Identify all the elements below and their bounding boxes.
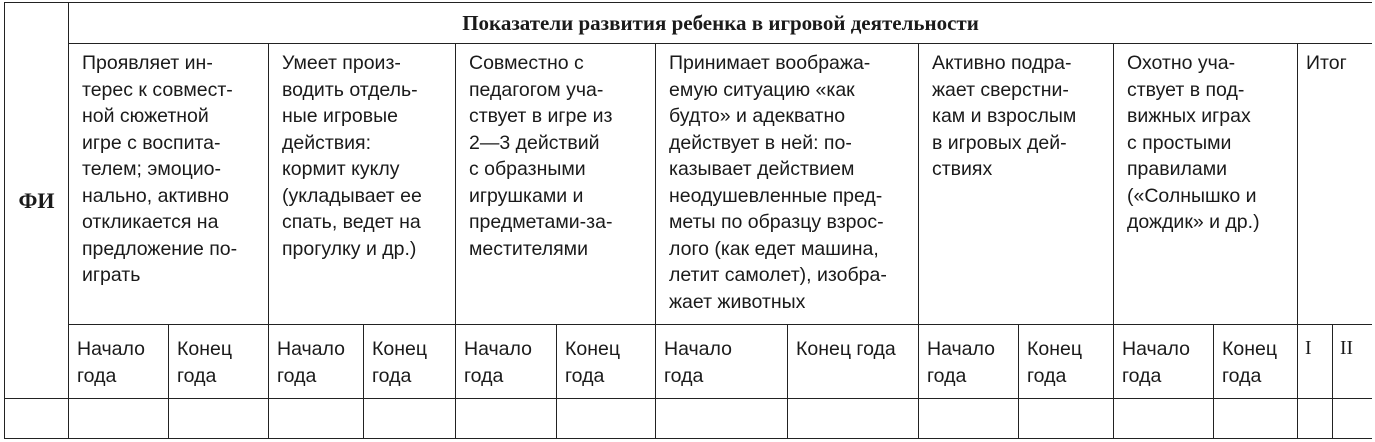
data-cell[interactable] bbox=[169, 399, 269, 439]
period-start-5: Начало года bbox=[919, 325, 1019, 399]
data-cell[interactable] bbox=[919, 399, 1019, 439]
data-cell[interactable] bbox=[1298, 399, 1333, 439]
data-cell[interactable] bbox=[656, 399, 788, 439]
data-cell-fi[interactable] bbox=[5, 399, 69, 439]
total-col-1: I bbox=[1298, 325, 1333, 399]
data-cell[interactable] bbox=[69, 399, 169, 439]
indicator-joint-play: Совместно с педагогом уча- ствует в игре из 2—3 действий с образными игрушками и предметами-за- местителями bbox=[456, 44, 656, 325]
indicator-outdoor-games: Охотно уча- ствует в под- вижных играх с простыми правилами («Солнышко и дождик» и др.) bbox=[1114, 44, 1298, 325]
period-start-3: Начало года bbox=[456, 325, 557, 399]
data-cell[interactable] bbox=[557, 399, 656, 439]
period-start-6: Начало года bbox=[1114, 325, 1214, 399]
period-end-2: Конец года bbox=[364, 325, 456, 399]
period-end-1: Конец года bbox=[169, 325, 269, 399]
period-end-5: Конец года bbox=[1019, 325, 1114, 399]
data-cell[interactable] bbox=[788, 399, 919, 439]
period-end-3: Конец года bbox=[557, 325, 656, 399]
indicator-play-actions: Умеет произ- водить отдель- ные игровые действия: кормит куклу (укладывает ее спать, ведет на прогулку и др.) bbox=[269, 44, 456, 325]
period-start-1: Начало года bbox=[69, 325, 169, 399]
period-start-2: Начало года bbox=[269, 325, 364, 399]
data-cell[interactable] bbox=[364, 399, 456, 439]
period-start-4: Начало года bbox=[656, 325, 788, 399]
data-cell[interactable] bbox=[1019, 399, 1114, 439]
table-row bbox=[5, 399, 1373, 439]
indicators-title: Показатели развития ребенка в игровой деятельности bbox=[69, 3, 1373, 44]
period-end-4: Конец года bbox=[788, 325, 919, 399]
assessment-sheet bbox=[4, 2, 1372, 439]
indicator-imaginary-situation: Принимает вообража- емую ситуацию «как будто» и адекватно действует в ней: по- казывает действием неодушевленные пред- меты по образцу взрос- лого (как едет машина, летит самолет), изобра- жает животных bbox=[656, 44, 919, 325]
data-cell[interactable] bbox=[1333, 399, 1373, 439]
data-cell[interactable] bbox=[269, 399, 364, 439]
period-end-6: Конец года bbox=[1214, 325, 1298, 399]
fi-header: ФИ bbox=[5, 3, 69, 399]
data-cell[interactable] bbox=[1214, 399, 1298, 439]
total-col-2: II bbox=[1333, 325, 1373, 399]
indicator-interest-in-play: Проявляет ин- терес к совмест- ной сюжетной игре с воспита- телем; эмоцио- нально, активно откликается на предложение по- играть bbox=[69, 44, 269, 325]
assessment-table bbox=[4, 2, 1372, 439]
total-header: Итог bbox=[1298, 44, 1373, 325]
data-cell[interactable] bbox=[1114, 399, 1214, 439]
indicator-imitation: Активно подра- жает сверстни- кам и взрослым в игровых дей- ствиях bbox=[919, 44, 1114, 325]
data-cell[interactable] bbox=[456, 399, 557, 439]
